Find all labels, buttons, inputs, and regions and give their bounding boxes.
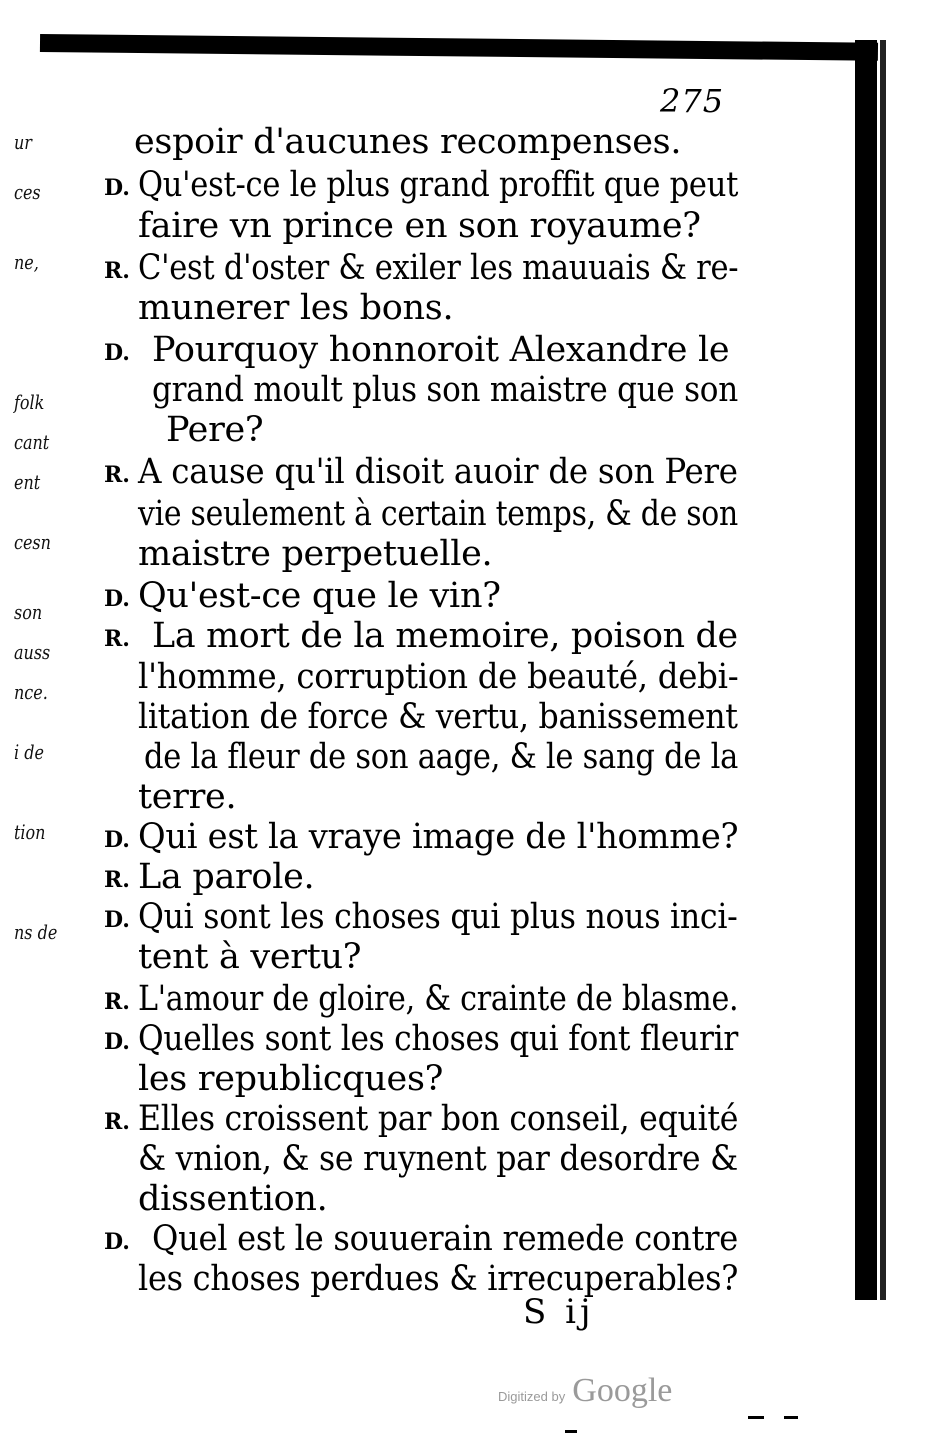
page-right-edge-line <box>880 40 886 1300</box>
margin-fragment: nce. <box>14 680 48 704</box>
answer-line: La mort de la memoire, poison de <box>152 616 738 656</box>
question-line: Qui est la vraye image de l'homme? <box>138 817 739 857</box>
answer-line: Elles croissent par bon conseil, equité <box>138 1099 739 1139</box>
text-line: & vnion, & se ruynent par desordre & <box>138 1139 738 1179</box>
text-line: les republicques? <box>138 1059 444 1099</box>
speaker-marker: D. <box>104 1229 130 1255</box>
page-right-edge-shadow <box>855 40 877 1300</box>
question-line: Quelles sont les choses qui font fleurir <box>138 1019 739 1059</box>
text-line: les choses perdues & irrecuperables? <box>138 1259 739 1299</box>
signature-mark: S ij <box>523 1292 595 1332</box>
margin-fragment: tion <box>14 820 46 844</box>
margin-fragment: ent <box>14 470 41 494</box>
margin-fragment: ne, <box>14 250 39 274</box>
speaker-marker: D. <box>104 1029 130 1055</box>
text-line: dissention. <box>138 1179 328 1219</box>
answer-line: A cause qu'il disoit auoir de son Pere <box>138 452 738 492</box>
margin-fragment: auss <box>14 640 51 664</box>
speaker-marker: R. <box>104 258 130 284</box>
page-number: 275 <box>660 82 725 120</box>
text-line: munerer les bons. <box>138 288 454 328</box>
scan-speck <box>565 1430 577 1433</box>
speaker-marker: D. <box>104 175 130 201</box>
speaker-marker: R. <box>104 626 130 652</box>
page-top-edge-shadow <box>40 34 878 61</box>
margin-fragment: ns de <box>14 920 58 944</box>
text-line: terre. <box>138 777 237 817</box>
speaker-marker: D. <box>104 827 130 853</box>
margin-fragment: son <box>14 600 43 624</box>
question-line: Qu'est-ce le plus grand proffit que peut <box>138 165 739 205</box>
question-line: Qu'est-ce que le vin? <box>138 576 501 616</box>
margin-fragment: cant <box>14 430 50 454</box>
speaker-marker: D. <box>104 340 130 366</box>
google-logo-text: Google <box>572 1372 673 1409</box>
question-line: Quel est le souuerain remede contre <box>152 1219 738 1259</box>
margin-fragment: ur <box>14 130 32 154</box>
speaker-marker: D. <box>104 586 130 612</box>
margin-fragment: folk <box>14 390 45 414</box>
text-line: de la fleur de son aage, & le sang de la <box>144 737 739 777</box>
scan-speck <box>784 1416 798 1419</box>
speaker-marker: R. <box>104 989 130 1015</box>
margin-fragment: ces <box>14 180 41 204</box>
scan-speck <box>748 1416 764 1419</box>
speaker-marker: R. <box>104 867 130 893</box>
text-line: faire vn prince en son royaume? <box>138 206 701 246</box>
speaker-marker: D. <box>104 907 130 933</box>
speaker-marker: R. <box>104 1109 130 1135</box>
answer-line: C'est d'oster & exiler les mauuais & re- <box>138 248 739 288</box>
margin-fragment: i de <box>14 740 44 764</box>
text-line: maistre perpetuelle. <box>138 534 493 574</box>
watermark-prefix: Digitized by <box>498 1389 566 1404</box>
answer-line: L'amour de gloire, & crainte de blasme. <box>138 979 739 1019</box>
question-line: Qui sont les choses qui plus nous inci- <box>138 897 738 937</box>
google-watermark <box>498 1372 672 1410</box>
speaker-marker: R. <box>104 462 130 488</box>
question-line: Pourquoy honnoroit Alexandre le <box>152 330 730 370</box>
answer-line: La parole. <box>138 857 315 897</box>
text-line: Pere? <box>166 410 264 450</box>
margin-fragment: cesn <box>14 530 51 554</box>
text-line: grand moult plus son maistre que son <box>152 370 738 410</box>
text-line: litation de force & vertu, banissement <box>138 697 738 737</box>
text-line: l'homme, corruption de beauté, debi- <box>138 657 739 697</box>
text-line: tent à vertu? <box>138 937 362 977</box>
text-line: vie seulement à certain temps, & de son <box>138 494 738 534</box>
left-margin-bleed <box>0 60 70 1320</box>
text-line: espoir d'aucunes recompenses. <box>134 122 682 162</box>
